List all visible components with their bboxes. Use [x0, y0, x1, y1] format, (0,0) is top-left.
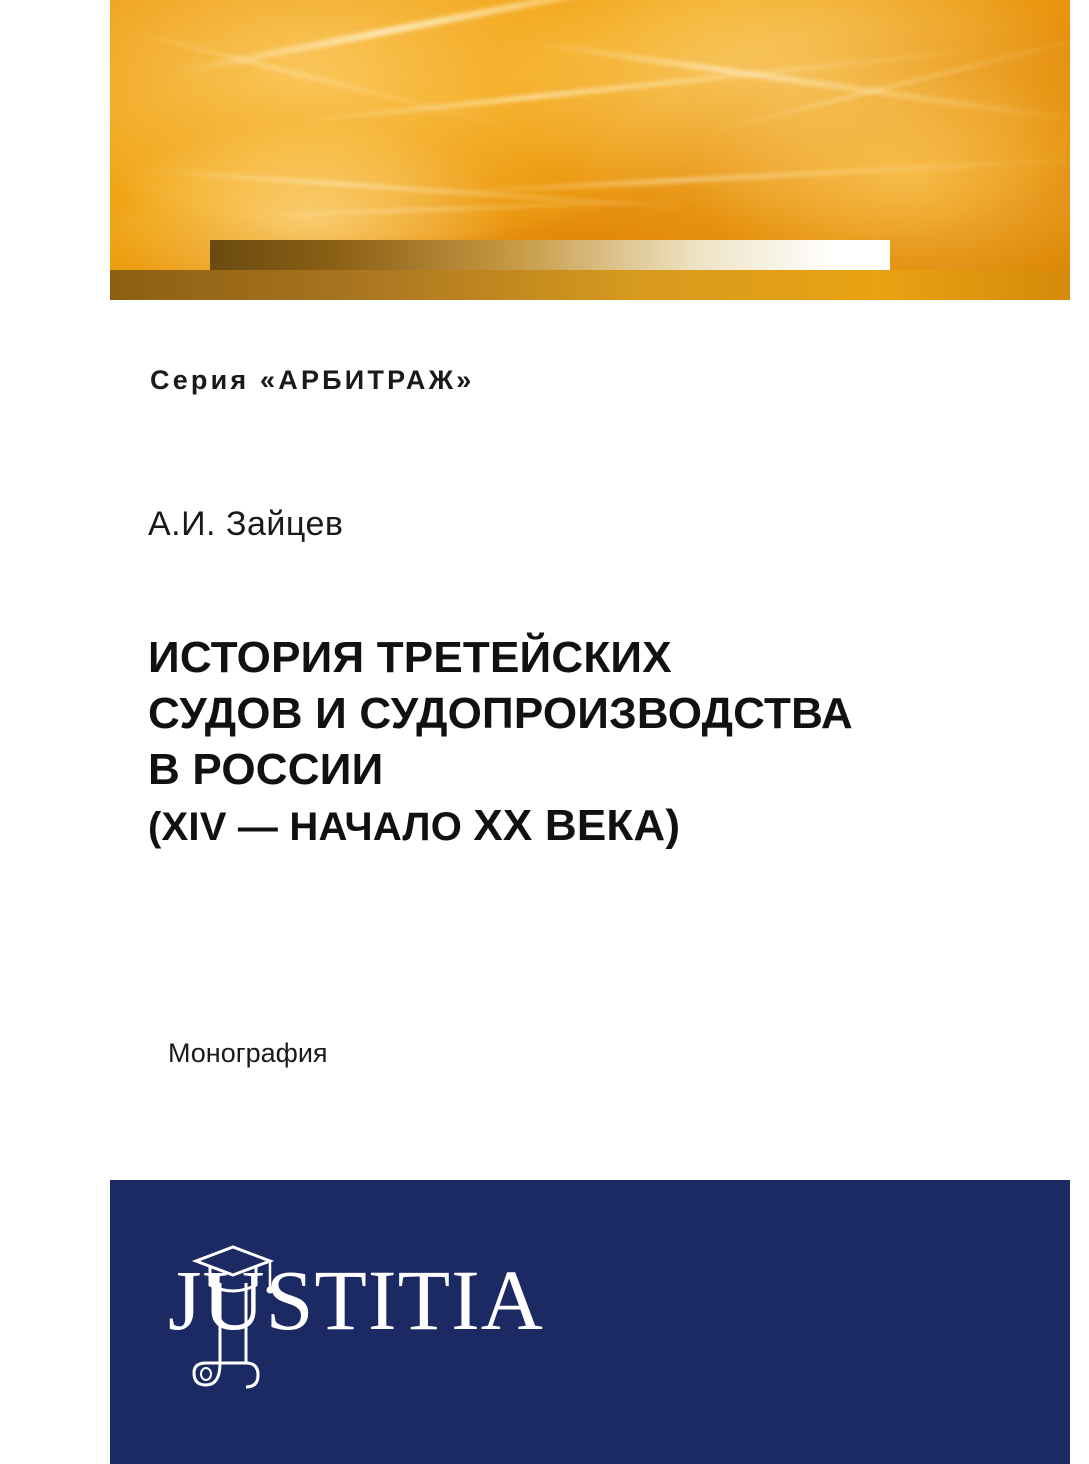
title-line-1: ИСТОРИЯ ТРЕТЕЙСКИХ	[148, 633, 672, 682]
book-title	[148, 630, 1028, 854]
author-name: А.И. Зайцев	[148, 505, 344, 543]
publisher-rest: USTITIA	[202, 1252, 544, 1348]
series-label: Серия «АРБИТРАЖ»	[150, 365, 475, 395]
publisher-logo	[150, 1215, 570, 1395]
title-line-4-bold: XX ВЕКА)	[473, 800, 681, 850]
publisher-name	[168, 1252, 544, 1348]
banner-lower-band	[110, 270, 1070, 300]
title-line-2: СУДОВ И СУДОПРОИЗВОДСТВА	[148, 688, 853, 738]
banner-gradient-bar	[210, 240, 890, 270]
title-line-4	[148, 798, 1028, 854]
title-line-4-prefix: (XIV — НАЧАЛО	[148, 804, 474, 849]
publisher-initial: J	[168, 1252, 203, 1348]
cover-footer	[110, 1180, 1070, 1464]
title-line-3: В РОССИИ	[148, 744, 384, 794]
book-subtitle: Монография	[168, 1038, 328, 1068]
